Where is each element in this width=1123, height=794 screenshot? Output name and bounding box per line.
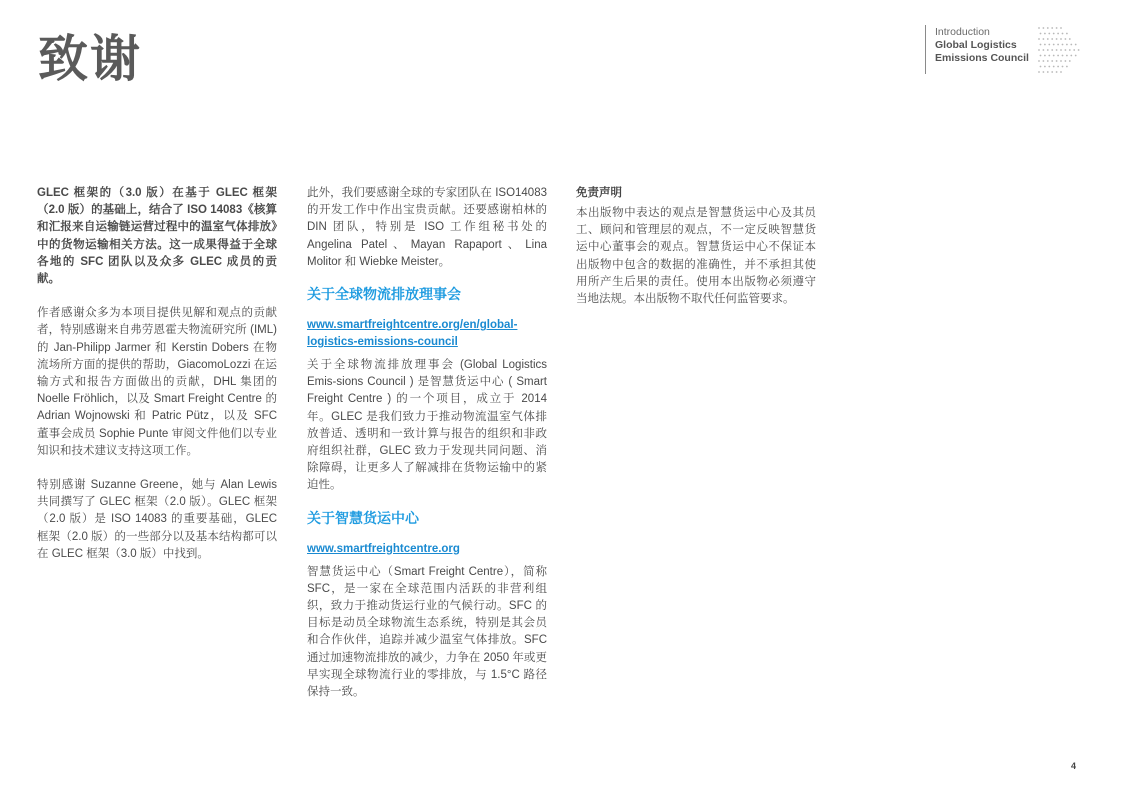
heading-about-sfc: 关于智慧货运中心 [307, 509, 419, 526]
brand-divider [925, 25, 926, 74]
glec-paragraph: 关于全球物流排放理事会 (Global Logistics Emis-sions Council ) 是智慧货运中心 ( Smart Freight Centre ) 的一个项目，成立于 2014 年。GLEC 是我们致力于推动物流温室气体排放普适、透明和一致计算与报告的组织和非政府组织社群，GLEC 致力于发现共同问题、消除障碍，让更多人了解减排在货物运输中的紧迫性。 [307, 359, 547, 492]
column-about [307, 185, 547, 701]
intro-paragraph: GLEC 框架的（3.0 版）在基于 GLEC 框架（2.0 版）的基础上，结合了 ISO 14083《核算和汇报来自运输链运营过程中的温室气体排放》中的货物运输相关方法。这一成果得益于全球各地的 SFC 团队以及众多 GLEC 成员的贡献。 [37, 187, 277, 286]
org-name [935, 39, 1029, 64]
column-acknowledgements [37, 185, 277, 563]
brand-block [925, 25, 1095, 75]
org-name-line2: Emissions Council [935, 51, 1029, 64]
thanks-paragraph: 作者感谢众多为本项目提供见解和观点的贡献者，特别感谢来自弗劳恩霍夫物流研究所 (IML) 的 Jan-Philipp Jarmer 和 Kerstin Dobers 在物流场所方面的提供的帮助，GiacomoLozzi 在运输方式和报告方面做出的贡献，DHL 集团的 Noelle Fröhlich，以及 Smart Freight Centre 的 Adrian Wojnowski 和 Patric Pütz，以及 SFC 董事会成员 Sophie Punte 审阅文件他们以专业知识和技术建议支持这项工作。 [37, 307, 277, 457]
column-disclaimer [576, 185, 816, 308]
org-name-line1: Global Logistics [935, 39, 1017, 51]
heading-about-glec: 关于全球物流排放理事会 [307, 286, 461, 303]
sfc-paragraph: 智慧货运中心（Smart Freight Centre），简称 SFC，是一家在全球范围内活跃的非营利组织，致力于推动货运行业的气候行动。SFC 的目标是动员全球物流生态系统，特别是其会员和合作伙伴，追踪并减少温室气体排放。SFC 通过加速物流排放的减少，力争在 2050 年或更早实现全球物流行业的零排放，与 1.5°C 路径保持一致。 [307, 565, 547, 699]
link-glec[interactable]: www.smartfreightcentre.org/en/global-logistics-emissions-council [307, 319, 518, 349]
page-number: 4 [1071, 761, 1077, 771]
disclaimer-heading: 免责声明 [576, 187, 622, 199]
experts-paragraph: 此外，我们要感谢全球的专家团队在 ISO14083 的开发工作中作出宝贵贡献。还要感谢柏林的 DIN 团队，特别是 ISO 工作组秘书处的 Angelina Patel、Mayan Rapaport、Lina Molitor 和 Wiebke Meister。 [307, 187, 547, 268]
page-title: 致谢 [38, 30, 142, 88]
section-label: Introduction [935, 26, 990, 38]
disclaimer-text: 本出版物中表达的观点是智慧货运中心及其员工、顾问和管理层的观点，不一定反映智慧货运中心董事会的观点。智慧货运中心不保证本出版物中包含的数据的准确性，并不承担其使用所产生后果的责任。使用本出版物必须遵守当地法规。本出版物不取代任何监管要求。 [576, 207, 816, 306]
dot-pattern-logo-icon [1035, 25, 1095, 77]
special-thanks-paragraph: 特别感谢 Suzanne Greene，她与 Alan Lewis 共同撰写了 GLEC 框架（2.0 版）。GLEC 框架（2.0 版）是 ISO 14083 的重要基础，GLEC 框架（2.0 版）的一些部分以及基本结构都可以在 GLEC 框架（3.0 版）中找到。 [37, 479, 277, 560]
link-sfc[interactable]: www.smartfreightcentre.org [307, 542, 460, 555]
